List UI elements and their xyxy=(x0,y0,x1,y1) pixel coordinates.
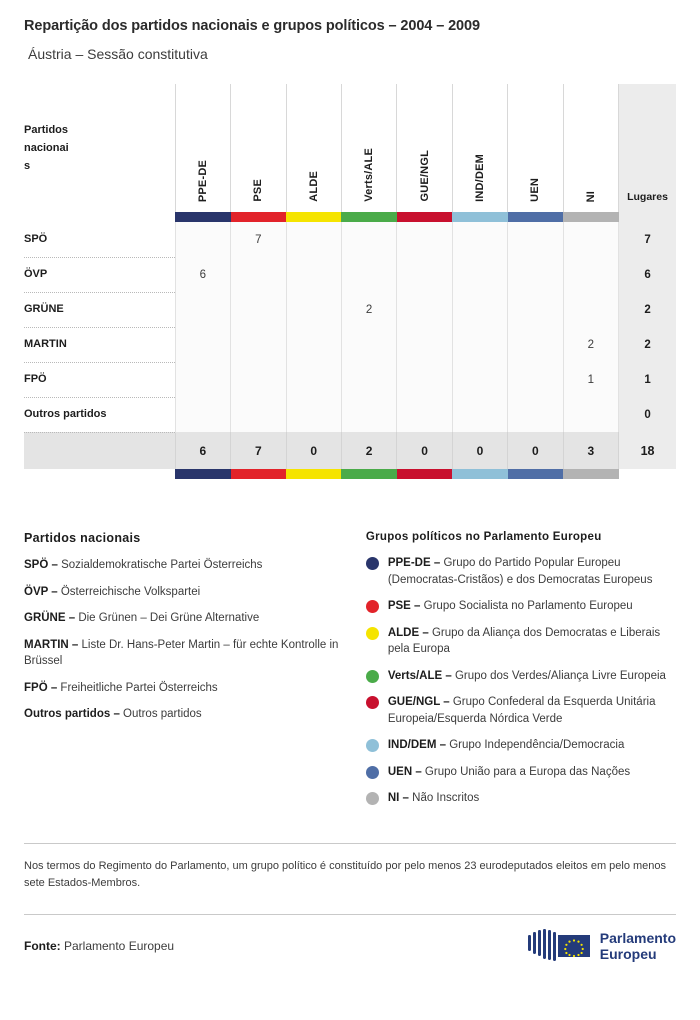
total-uen: 0 xyxy=(508,432,563,469)
cell-4-7: 1 xyxy=(563,362,618,397)
cell-5-2 xyxy=(286,397,341,432)
legend-political-groups xyxy=(366,531,676,817)
legend-national-item-4: FPÖ – Freiheitliche Partei Österreichs xyxy=(24,681,218,694)
legend-color-dot-icon xyxy=(366,792,379,805)
color-swatch-gue-ngl-top xyxy=(397,212,452,222)
row-seats-5: 0 xyxy=(619,397,676,432)
seat-distribution-table xyxy=(24,84,676,479)
cell-1-1 xyxy=(231,257,286,292)
legend-national-title: Partidos nacionais xyxy=(24,531,141,545)
cell-5-7 xyxy=(563,397,618,432)
row-seats-3: 2 xyxy=(619,327,676,362)
cell-4-1 xyxy=(231,362,286,397)
row-seats-4: 1 xyxy=(619,362,676,397)
cell-3-5 xyxy=(452,327,507,362)
divider-bottom xyxy=(24,914,676,915)
source-label: Fonte: xyxy=(24,938,61,953)
cell-3-4 xyxy=(397,327,452,362)
cell-5-3 xyxy=(341,397,396,432)
page-subtitle: Áustria – Sessão constitutiva xyxy=(28,46,208,62)
cell-1-3 xyxy=(341,257,396,292)
column-header-uen: UEN xyxy=(508,84,563,212)
color-bar-bottom xyxy=(24,469,676,479)
legend-national-parties xyxy=(24,531,344,817)
cell-4-6 xyxy=(508,362,563,397)
color-swatch-uen-bottom xyxy=(508,469,563,479)
table-row xyxy=(24,327,676,362)
legend-color-dot-icon xyxy=(366,739,379,752)
source-text xyxy=(24,939,174,953)
cell-3-6 xyxy=(508,327,563,362)
cell-3-1 xyxy=(231,327,286,362)
legend-color-dot-icon xyxy=(366,696,379,709)
ep-flag-icon xyxy=(528,929,592,963)
column-header-gue-ngl: GUE/NGL xyxy=(397,84,452,212)
ep-wordmark xyxy=(600,930,676,962)
page-title: Repartição dos partidos nacionais e grupos políticos – 2004 – 2009 xyxy=(24,18,480,34)
color-swatch-verts-ale-top xyxy=(341,212,396,222)
row-seats-0: 7 xyxy=(619,222,676,257)
table-row xyxy=(24,222,676,257)
source-value: Parlamento Europeu xyxy=(60,938,175,953)
row-header-line3: s xyxy=(24,160,31,172)
column-header-pse: PSE xyxy=(231,84,286,212)
cell-4-3 xyxy=(341,362,396,397)
cell-1-6 xyxy=(508,257,563,292)
color-swatch-ppe-de-top xyxy=(175,212,230,222)
cell-0-0 xyxy=(175,222,230,257)
row-label-5: Outros partidos xyxy=(24,397,175,432)
cell-0-4 xyxy=(397,222,452,257)
row-label-0: SPÖ xyxy=(24,232,48,245)
legend-color-dot-icon xyxy=(366,766,379,779)
cell-0-7 xyxy=(563,222,618,257)
column-header-verts-ale: Verts/ALE xyxy=(341,84,396,212)
row-header-line2: nacionai xyxy=(24,142,69,154)
legend-national-item-1: ÖVP – Österreichische Volkspartei xyxy=(24,585,201,598)
total-alde: 0 xyxy=(286,432,341,469)
row-label-3: MARTIN xyxy=(24,327,175,362)
total-ni: 3 xyxy=(563,432,618,469)
column-header-seats: Lugares xyxy=(619,84,676,212)
legend-color-dot-icon xyxy=(366,627,379,640)
legend-color-dot-icon xyxy=(366,670,379,683)
color-swatch-gue-ngl-bottom xyxy=(397,469,452,479)
footer xyxy=(24,929,676,963)
color-swatch-ppe-de-bottom xyxy=(175,469,230,479)
cell-2-6 xyxy=(508,292,563,327)
table-row xyxy=(24,257,676,292)
total-verts-ale: 2 xyxy=(341,432,396,469)
total-pse: 7 xyxy=(231,432,286,469)
legend-groups-title: Grupos políticos no Parlamento Europeu xyxy=(365,531,602,543)
cell-5-5 xyxy=(452,397,507,432)
cell-4-0 xyxy=(175,362,230,397)
cell-0-6 xyxy=(508,222,563,257)
ep-wordmark-line2: Europeu xyxy=(599,945,657,962)
cell-4-5 xyxy=(452,362,507,397)
total-ind-dem: 0 xyxy=(452,432,507,469)
cell-2-4 xyxy=(397,292,452,327)
cell-3-7: 2 xyxy=(563,327,618,362)
color-swatch-alde-top xyxy=(286,212,341,222)
row-label-2: GRÜNE xyxy=(24,292,175,327)
legend-national-item-3: MARTIN – Liste Dr. Hans-Peter Martin – für echte Kontrolle in Brüssel xyxy=(24,638,339,667)
legend-group-item-3: Verts/ALE – Grupo dos Verdes/Aliança Livre Europeia xyxy=(366,668,676,685)
total-label xyxy=(24,432,175,469)
cell-1-5 xyxy=(452,257,507,292)
row-header-line1: Partidos xyxy=(24,124,69,136)
color-swatch-pse-top xyxy=(231,212,286,222)
cell-1-4 xyxy=(397,257,452,292)
table-row xyxy=(24,397,676,432)
footnote: Nos termos do Regimento do Parlamento, um grupo político é constituído por pelo menos 23 eurodeputados eleitos em pelo menos sete Estados-Membros. xyxy=(24,859,667,889)
ep-logo xyxy=(528,929,676,963)
cell-3-3 xyxy=(341,327,396,362)
column-header-ind-dem: IND/DEM xyxy=(452,84,507,212)
legend-group-item-2: ALDE – Grupo da Aliança dos Democratas e Liberais pela Europa xyxy=(366,625,676,658)
legend-group-item-4: GUE/NGL – Grupo Confederal da Esquerda Unitária Europeia/Esquerda Nórdica Verde xyxy=(366,694,676,727)
cell-0-2 xyxy=(286,222,341,257)
color-swatch-ind-dem-bottom xyxy=(452,469,507,479)
row-header-title xyxy=(24,84,175,212)
color-swatch-pse-bottom xyxy=(231,469,286,479)
row-seats-2: 2 xyxy=(619,292,676,327)
cell-1-7 xyxy=(563,257,618,292)
table-row xyxy=(24,362,676,397)
cell-0-5 xyxy=(452,222,507,257)
color-swatch-alde-bottom xyxy=(286,469,341,479)
cell-5-4 xyxy=(397,397,452,432)
cell-2-3: 2 xyxy=(341,292,396,327)
legend-national-item-0: SPÖ – Sozialdemokratische Partei Österreichs xyxy=(24,559,263,571)
total-ppe-de: 6 xyxy=(175,432,230,469)
cell-5-0 xyxy=(175,397,230,432)
color-swatch-verts-ale-bottom xyxy=(341,469,396,479)
column-header-ppe-de: PPE-DE xyxy=(175,84,230,212)
legend-group-item-1: PSE – Grupo Socialista no Parlamento Europeu xyxy=(366,598,676,615)
table-header-row xyxy=(24,84,676,212)
total-gue-ngl: 0 xyxy=(397,432,452,469)
legends xyxy=(24,531,676,817)
cell-2-5 xyxy=(452,292,507,327)
legend-group-item-0: PPE-DE – Grupo do Partido Popular Europeu (Democratas-Cristãos) e dos Democratas Europeus xyxy=(366,555,676,588)
column-header-alde: ALDE xyxy=(286,84,341,212)
cell-1-0: 6 xyxy=(175,257,230,292)
cell-2-0 xyxy=(175,292,230,327)
total-seats: 18 xyxy=(619,432,676,469)
legend-national-item-5: Outros partidos – Outros partidos xyxy=(24,708,202,720)
color-swatch-ni-top xyxy=(563,212,618,222)
color-swatch-uen-top xyxy=(508,212,563,222)
cell-5-6 xyxy=(508,397,563,432)
row-seats-1: 6 xyxy=(619,257,676,292)
color-swatch-ind-dem-top xyxy=(452,212,507,222)
cell-4-4 xyxy=(397,362,452,397)
legend-group-item-6: UEN – Grupo União para a Europa das Nações xyxy=(366,764,676,781)
row-label-4: FPÖ xyxy=(24,362,175,397)
cell-2-7 xyxy=(563,292,618,327)
row-label-1: ÖVP xyxy=(24,257,175,292)
cell-0-3 xyxy=(341,222,396,257)
cell-0-1: 7 xyxy=(231,222,286,257)
cell-2-1 xyxy=(231,292,286,327)
cell-4-2 xyxy=(286,362,341,397)
legend-group-item-7: NI – Não Inscritos xyxy=(366,790,676,807)
table-total-row xyxy=(24,432,676,469)
legend-group-item-5: IND/DEM – Grupo Independência/Democracia xyxy=(366,737,676,754)
cell-2-2 xyxy=(286,292,341,327)
legend-national-item-2: GRÜNE – Die Grünen – Dei Grüne Alternative xyxy=(24,612,260,624)
cell-5-1 xyxy=(231,397,286,432)
cell-3-0 xyxy=(175,327,230,362)
legend-color-dot-icon xyxy=(366,557,379,570)
column-header-ni: NI xyxy=(563,84,618,212)
legend-color-dot-icon xyxy=(366,600,379,613)
color-swatch-ni-bottom xyxy=(563,469,618,479)
ep-wordmark-line1: Parlamento xyxy=(599,929,676,946)
cell-1-2 xyxy=(286,257,341,292)
divider-top xyxy=(24,843,676,844)
table-row xyxy=(24,292,676,327)
color-bar-top xyxy=(24,212,676,222)
cell-3-2 xyxy=(286,327,341,362)
